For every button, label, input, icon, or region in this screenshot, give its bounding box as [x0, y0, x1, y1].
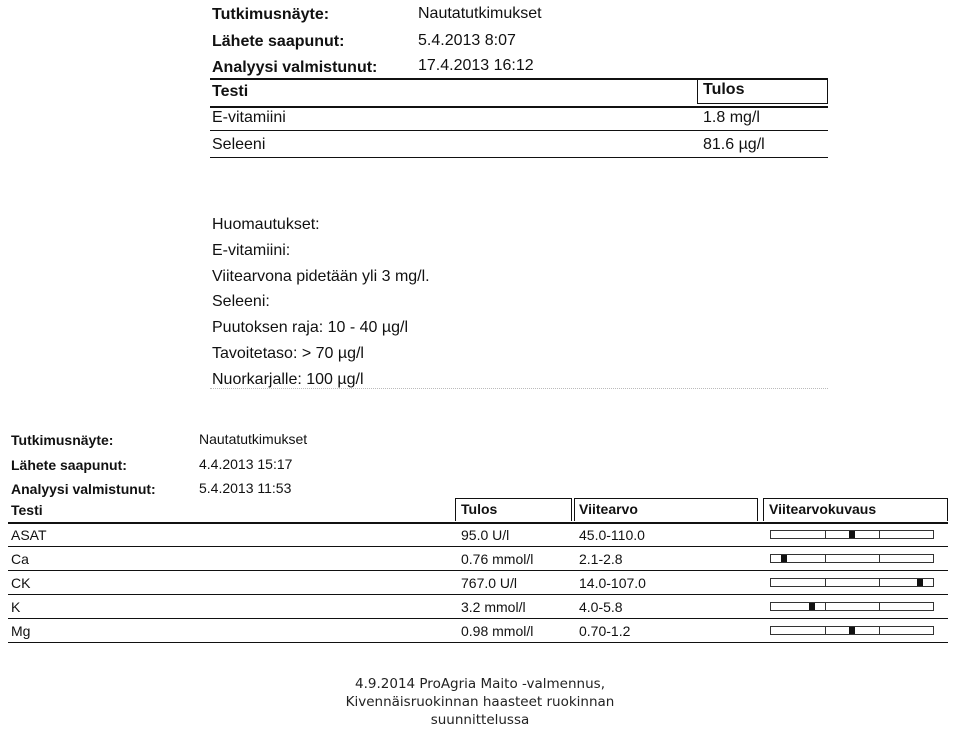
completed-value: 5.4.2013 11:53 [199, 480, 292, 496]
reference-range: 4.0-5.8 [579, 599, 623, 615]
test-result: 1.8 mg/l [703, 109, 760, 126]
note-line: Viitearvona pidetään yli 3 mg/l. [212, 267, 430, 285]
range-bar-divider [879, 627, 880, 634]
reference-range: 0.70-1.2 [579, 623, 631, 639]
sample-value: Nautatutkimukset [199, 431, 308, 447]
sample-label: Tutkimusnäyte: [11, 432, 114, 448]
reference-range-bar [770, 530, 934, 539]
reference-range: 2.1-2.8 [579, 551, 623, 567]
reference-range-bar [770, 554, 934, 563]
range-bar-divider [825, 627, 826, 634]
test-result: 0.76 mmol/l [461, 551, 534, 567]
range-bar-divider [825, 579, 826, 586]
test-result: 81.6 µg/l [703, 136, 765, 153]
result-marker [809, 603, 815, 610]
test-name: CK [11, 575, 31, 591]
reference-range-bar [770, 626, 934, 635]
scan-edge-divider [210, 388, 828, 389]
sample-value: Nautatutkimukset [418, 5, 542, 22]
table-row [210, 133, 828, 158]
footer-line: 4.9.2014 ProAgria Maito -valmennus, [355, 676, 605, 692]
completed-label: Analyysi valmistunut: [212, 59, 378, 76]
col-refviz: Viitearvokuvaus [769, 501, 877, 517]
col-result: Tulos [703, 81, 745, 98]
note-line: Nuorkarjalle: 100 µg/l [212, 370, 364, 388]
range-bar-divider [879, 531, 880, 538]
table-row [8, 620, 948, 643]
col-test: Testi [11, 502, 43, 518]
result-marker [781, 555, 787, 562]
note-line: E-vitamiini: [212, 241, 291, 259]
footer-line: suunnittelussa [430, 712, 530, 728]
test-name: Seleeni [212, 136, 266, 153]
slide-footer [330, 675, 630, 729]
range-bar-divider [825, 603, 826, 610]
test-name: ASAT [11, 527, 47, 543]
test-result: 0.98 mmol/l [461, 623, 534, 639]
test-name: Ca [11, 551, 29, 567]
range-bar-divider [879, 555, 880, 562]
received-label: Lähete saapunut: [212, 33, 345, 50]
refviz-header-box [763, 498, 948, 521]
result-marker [849, 531, 855, 538]
reference-range: 14.0-107.0 [579, 575, 646, 591]
range-bar-divider [825, 555, 826, 562]
note-line: Puutoksen raja: 10 - 40 µg/l [212, 319, 408, 337]
note-line: Tavoitetaso: > 70 µg/l [212, 344, 364, 362]
completed-value: 17.4.2013 16:12 [418, 57, 534, 74]
result-header-box [697, 78, 828, 104]
col-ref: Viitearvo [579, 501, 638, 517]
table-row [210, 106, 828, 131]
test-result: 3.2 mmol/l [461, 599, 526, 615]
reference-range-bar [770, 578, 934, 587]
received-label: Lähete saapunut: [11, 457, 127, 473]
result-header-box [455, 498, 572, 521]
footer-line: Kivennäisruokinnan haasteet ruokinnan [345, 694, 615, 710]
note-line: Seleeni: [212, 293, 270, 311]
result-marker [917, 579, 923, 586]
notes [212, 212, 430, 393]
table-row [8, 596, 948, 619]
table-row [8, 524, 948, 547]
range-bar-divider [879, 603, 880, 610]
received-value: 4.4.2013 15:17 [199, 456, 293, 472]
completed-label: Analyysi valmistunut: [11, 481, 156, 497]
notes-heading: Huomautukset: [212, 216, 320, 233]
reference-range-bar [770, 602, 934, 611]
ref-header-box [574, 498, 758, 521]
range-bar-divider [825, 531, 826, 538]
table-header [210, 78, 828, 108]
reference-range: 45.0-110.0 [579, 527, 645, 543]
col-test: Testi [212, 83, 249, 100]
table-row [8, 548, 948, 571]
test-name: E-vitamiini [212, 109, 286, 126]
test-name: Mg [11, 623, 31, 639]
test-name: K [11, 599, 21, 615]
col-result: Tulos [461, 501, 498, 517]
test-result: 767.0 U/l [461, 575, 518, 591]
table-row [8, 572, 948, 595]
result-marker [849, 627, 855, 634]
range-bar-divider [879, 579, 880, 586]
sample-label: Tutkimusnäyte: [212, 6, 330, 23]
received-value: 5.4.2013 8:07 [418, 32, 516, 49]
test-result: 95.0 U/l [461, 527, 510, 543]
